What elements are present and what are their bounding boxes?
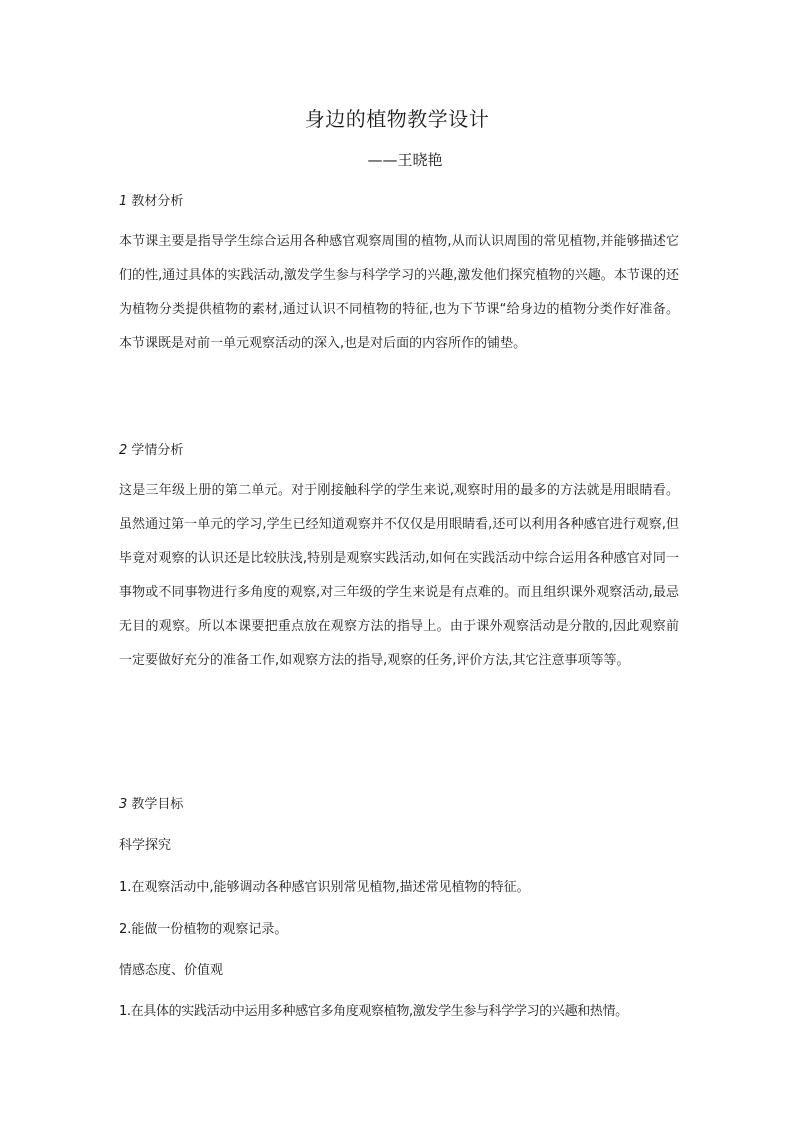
section-title: 学情分析 [131,443,184,458]
subheading-scientific-inquiry: 科学探究 [119,838,172,853]
subheading-emotion-attitude-values: 情感态度、价值观 [119,963,224,978]
objective-item: 2.能做一份植物的观察记录。 [119,922,288,937]
section-title: 教学目标 [131,797,184,812]
section-heading-teaching-objectives [119,796,679,814]
document-title: 身边的植物教学设计 [304,107,490,131]
section-heading-student-analysis [119,442,679,460]
document-author: ——王晓艳 [367,151,443,169]
section-heading-teaching-material-analysis [119,193,679,211]
section-number: 2 [119,443,128,458]
paragraph-student-analysis: 这是三年级上册的第二单元。对于刚接触科学的学生来说,观察时用的最多的方法就是用眼睛看。虽然通过第一单元的学习,学生已经知道观察并不仅仅是用眼睛看,还可以利用各种感官进行观察,但毕竟对观察的认识还是比较肤浅,特别是观察实践活动,如何在实践活动中综合运用各种感官对同一事物或不同事物进行多角度的观察,对三年级的学生来说是有点难的。而且组织课外观察活动,最忌无目的观察。所以本课要把重点放在观察方法的指导上。由于课外观察活动是分散的,因此观察前一定要做好充分的准备工作,如观察方法的指导,观察的任务,评价方法,其它注意事项等等。 [119,483,679,668]
section-title: 教材分析 [131,194,184,209]
paragraph-teaching-material-analysis: 本节课主要是指导学生综合运用各种感官观察周围的植物,从而认识周围的常见植物,并能够描述它们的性,通过具体的实践活动,激发学生参与科学学习的兴趣,激发他们探究植物的兴趣。本节课的还为植物分类提供植物的素材,通过认识不同植物的特征,也为下节课“给身边的植物分类作好准备。本节课既是对前一单元观察活动的深入,也是对后面的内容所作的铺垫。 [119,234,679,351]
section-number: 3 [119,797,128,812]
objective-item: 1.在观察活动中,能够调动各种感官识别常见植物,描述常见植物的特征。 [119,880,530,895]
objective-item: 1.在具体的实践活动中运用多种感官多角度观察植物,激发学生参与科学学习的兴趣和热情。 [119,1004,628,1019]
section-number: 1 [119,194,128,209]
